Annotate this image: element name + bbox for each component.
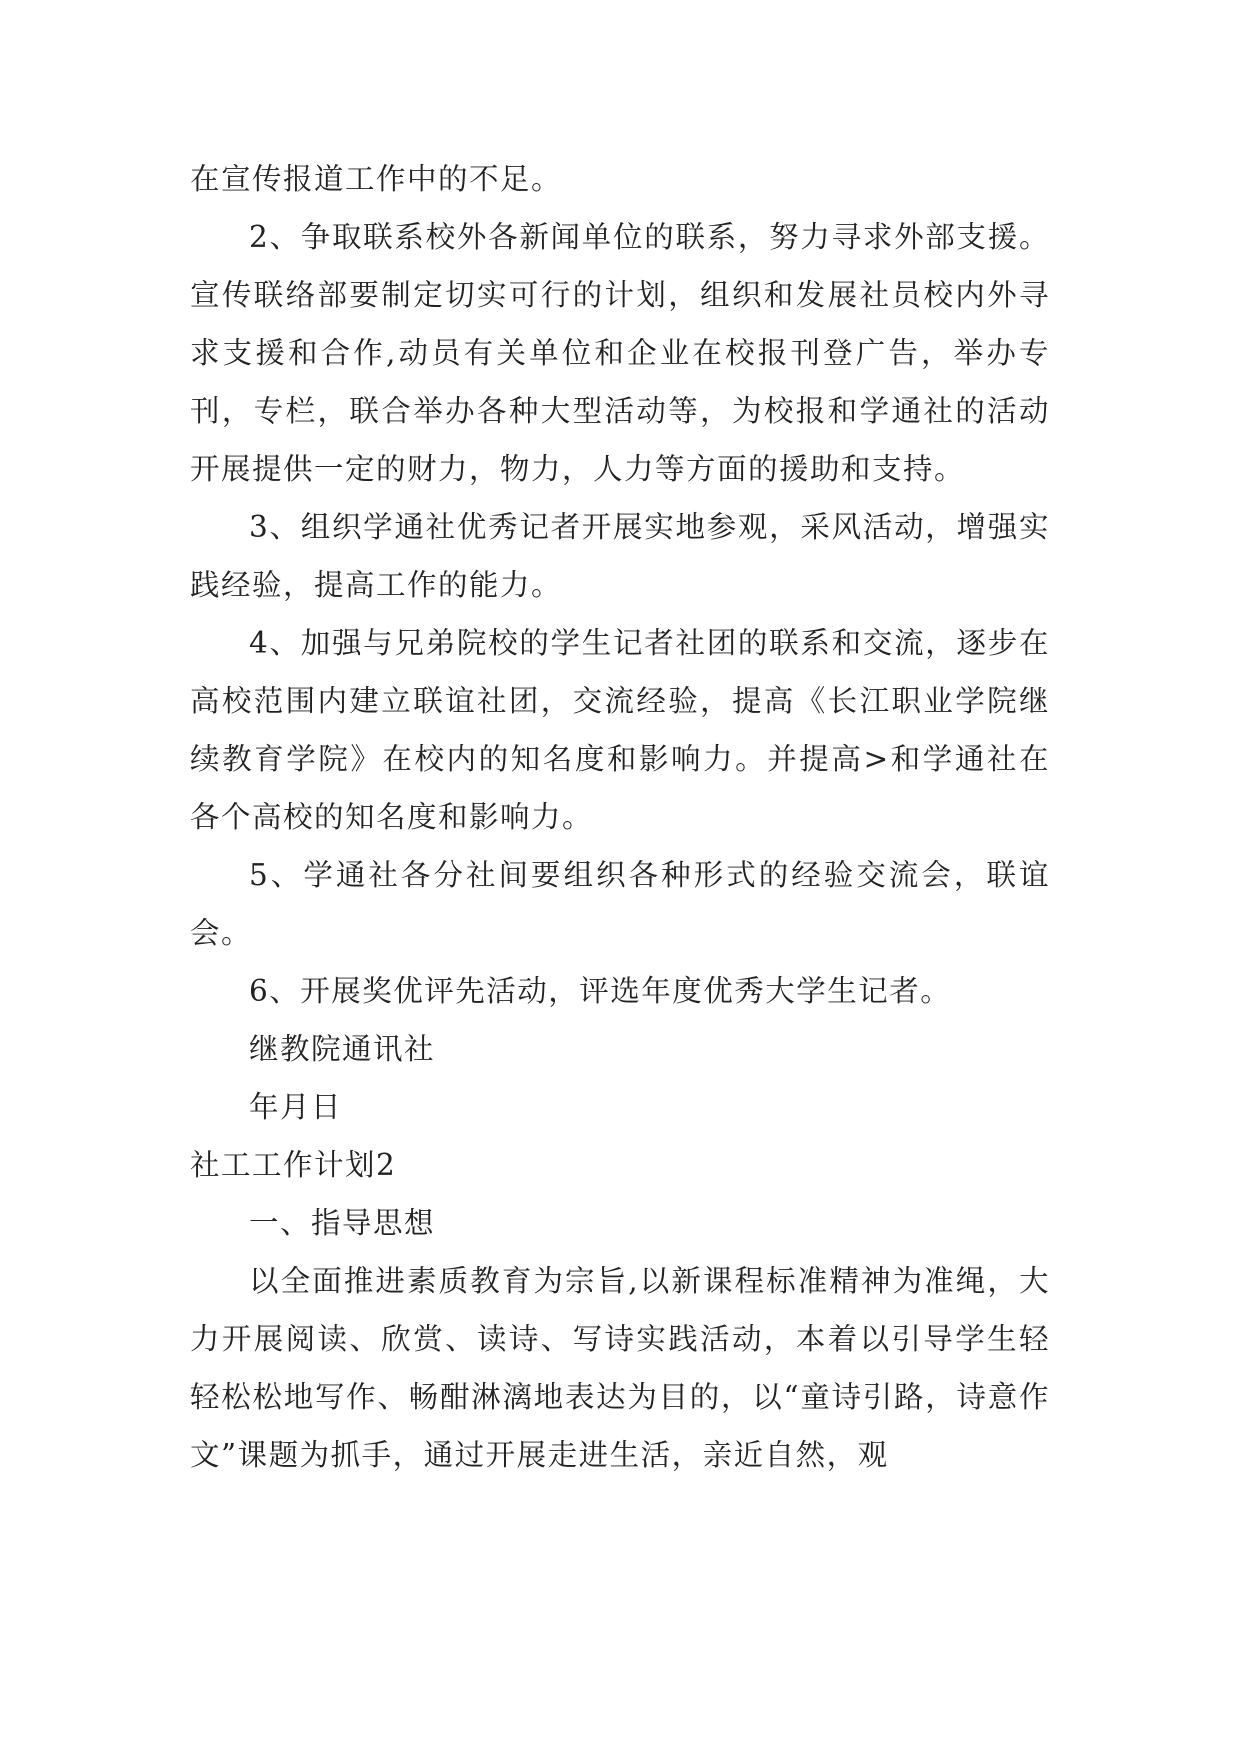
paragraph-item-4: 4、加强与兄弟院校的学生记者社团的联系和交流，逐步在高校范围内建立联谊社团，交流经验，提高《长江职业学院继续教育学院》在校内的知名度和影响力。并提高>和学通社在各个高校的知名度和影响力。 [190, 626, 1050, 834]
paragraph-guiding-ideology: 以全面推进素质教育为宗旨,以新课程标准精神为准绳，大力开展阅读、欣赏、读诗、写诗实践活动，本着以引导学生轻轻松松地写作、畅酣淋漓地表达为目的，以“童诗引路，诗意作文”课题为抓手，通过开展走进生活，亲近自然，观 [190, 1264, 1050, 1472]
subsection-heading: 一、指导思想 [249, 1206, 436, 1240]
paragraph-item-5: 5、学通社各分社间要组织各种形式的经验交流会，联谊会。 [190, 858, 1050, 950]
signature-organization: 继教院通讯社 [249, 1032, 436, 1066]
paragraph-item-2: 2、争取联系校外各新闻单位的联系，努力寻求外部支援。宣传联络部要制定切实可行的计划，组织和发展社员校内外寻求支援和合作,动员有关单位和企业在校报刊登广告，举办专刊，专栏，联合举办各种大型活动等，为校报和学通社的活动开展提供一定的财力，物力，人力等方面的援助和支持。 [190, 220, 1050, 486]
paragraph-item-6: 6、开展奖优评先活动，评选年度优秀大学生记者。 [249, 974, 952, 1008]
section-heading: 社工工作计划2 [190, 1148, 397, 1182]
document-body [190, 150, 1050, 1484]
signature-date: 年月日 [249, 1090, 343, 1124]
paragraph-continuation: 在宣传报道工作中的不足。 [190, 162, 563, 196]
paragraph-item-3: 3、组织学通社优秀记者开展实地参观，采风活动，增强实践经验，提高工作的能力。 [190, 510, 1050, 602]
